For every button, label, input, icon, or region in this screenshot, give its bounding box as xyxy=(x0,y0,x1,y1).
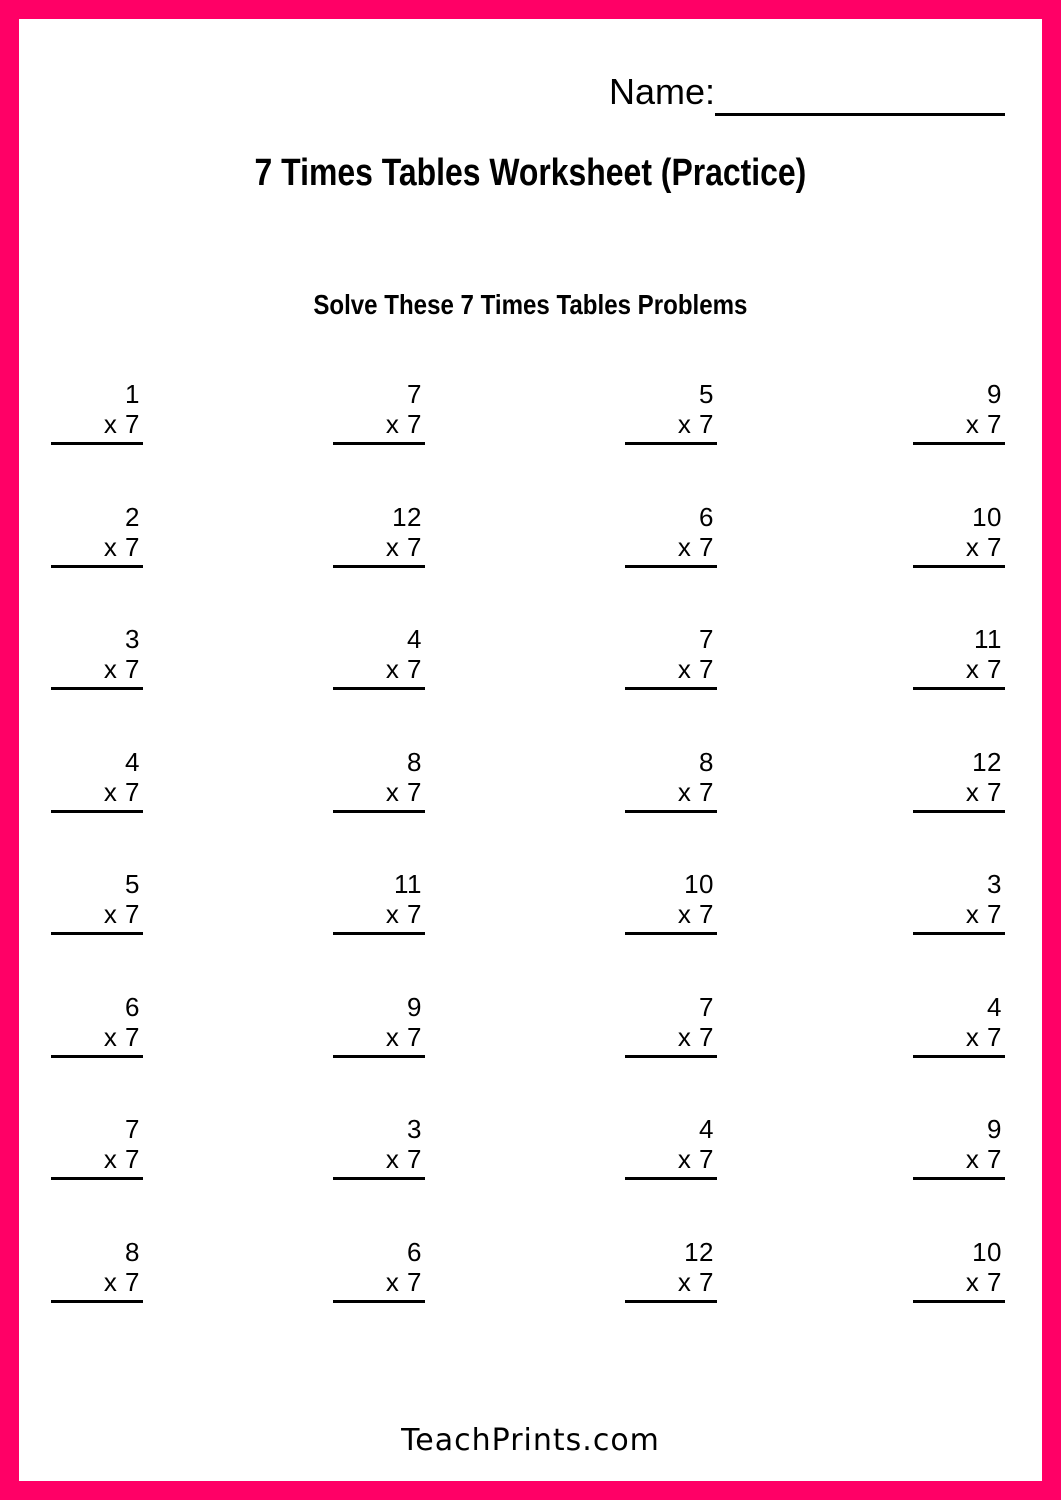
multiplier-label: x 7 xyxy=(385,776,422,807)
answer-line xyxy=(51,687,143,690)
answer-line xyxy=(625,565,717,568)
problem xyxy=(51,502,143,625)
problem xyxy=(51,1114,143,1237)
multiplicand: 7 xyxy=(407,379,422,409)
multiplicand: 9 xyxy=(407,991,422,1022)
multiplicand: 6 xyxy=(407,1236,422,1267)
multiplicand: 7 xyxy=(125,1114,140,1144)
problem xyxy=(333,502,425,625)
answer-line xyxy=(913,442,1005,445)
multiplier-label: x 7 xyxy=(103,1266,140,1297)
multiplicand: 5 xyxy=(699,379,714,409)
name-row xyxy=(0,72,1005,112)
multiplicand: 12 xyxy=(684,1236,714,1267)
problem xyxy=(51,992,143,1115)
multiplicand: 8 xyxy=(699,746,714,777)
multiplier-label: x 7 xyxy=(103,654,140,684)
answer-line xyxy=(333,1055,425,1058)
name-label: Name: xyxy=(608,71,715,112)
multiplier-label: x 7 xyxy=(965,531,1002,562)
multiplicand: 5 xyxy=(125,869,140,899)
multiplicand: 3 xyxy=(125,624,140,654)
answer-line xyxy=(51,565,143,568)
problem xyxy=(333,869,425,992)
page-title: 7 Times Tables Worksheet (Practice) xyxy=(254,152,807,194)
multiplier-label: x 7 xyxy=(385,409,422,439)
answer-line xyxy=(625,932,717,935)
multiplicand: 3 xyxy=(987,869,1002,899)
multiplier-label: x 7 xyxy=(103,531,140,562)
problem xyxy=(913,379,1005,502)
multiplier-label: x 7 xyxy=(965,1266,1002,1297)
multiplier-label: x 7 xyxy=(385,899,422,929)
problem xyxy=(333,379,425,502)
multiplier-label: x 7 xyxy=(965,899,1002,929)
multiplicand: 10 xyxy=(972,501,1002,532)
answer-line xyxy=(913,1300,1005,1303)
answer-line xyxy=(51,1300,143,1303)
answer-line xyxy=(51,810,143,813)
problem xyxy=(625,1114,717,1237)
problem xyxy=(625,747,717,870)
multiplier-label: x 7 xyxy=(385,654,422,684)
answer-line xyxy=(913,1177,1005,1180)
problem xyxy=(913,624,1005,747)
answer-line xyxy=(333,1300,425,1303)
multiplier-label: x 7 xyxy=(677,1266,714,1297)
problems-grid xyxy=(30,379,1005,1359)
multiplicand: 2 xyxy=(125,501,140,532)
problem xyxy=(625,992,717,1115)
problem xyxy=(51,1237,143,1360)
name-blank-line xyxy=(715,80,1005,116)
answer-line xyxy=(51,1055,143,1058)
multiplicand: 9 xyxy=(987,379,1002,409)
multiplicand: 4 xyxy=(987,991,1002,1022)
answer-line xyxy=(51,442,143,445)
multiplier-label: x 7 xyxy=(103,776,140,807)
answer-line xyxy=(333,810,425,813)
problem xyxy=(51,869,143,992)
problem xyxy=(333,747,425,870)
answer-line xyxy=(625,687,717,690)
multiplier-label: x 7 xyxy=(677,409,714,439)
multiplier-label: x 7 xyxy=(385,1021,422,1052)
problem xyxy=(625,502,717,625)
answer-line xyxy=(333,442,425,445)
multiplicand: 8 xyxy=(125,1236,140,1267)
multiplier-label: x 7 xyxy=(103,409,140,439)
multiplier-label: x 7 xyxy=(103,1144,140,1174)
problem xyxy=(51,747,143,870)
answer-line xyxy=(333,932,425,935)
problem xyxy=(625,869,717,992)
problem xyxy=(333,1114,425,1237)
multiplicand: 6 xyxy=(699,501,714,532)
answer-line xyxy=(625,810,717,813)
problem xyxy=(913,869,1005,992)
multiplicand: 11 xyxy=(974,624,1002,654)
multiplicand: 12 xyxy=(392,501,422,532)
multiplier-label: x 7 xyxy=(385,1266,422,1297)
multiplicand: 10 xyxy=(972,1236,1002,1267)
multiplier-label: x 7 xyxy=(677,776,714,807)
multiplier-label: x 7 xyxy=(965,1021,1002,1052)
problem xyxy=(913,1114,1005,1237)
multiplicand: 9 xyxy=(987,1114,1002,1144)
problem xyxy=(625,379,717,502)
multiplier-label: x 7 xyxy=(677,1021,714,1052)
multiplicand: 4 xyxy=(699,1114,714,1144)
answer-line xyxy=(625,1300,717,1303)
answer-line xyxy=(913,1055,1005,1058)
answer-line xyxy=(51,932,143,935)
problem xyxy=(333,624,425,747)
multiplier-label: x 7 xyxy=(385,531,422,562)
problem xyxy=(333,992,425,1115)
instructions: Solve These 7 Times Tables Problems xyxy=(313,289,748,320)
multiplier-label: x 7 xyxy=(965,1144,1002,1174)
multiplicand: 4 xyxy=(125,746,140,777)
multiplier-label: x 7 xyxy=(677,654,714,684)
multiplier-label: x 7 xyxy=(103,1021,140,1052)
multiplicand: 4 xyxy=(407,624,422,654)
answer-line xyxy=(913,687,1005,690)
answer-line xyxy=(625,1177,717,1180)
answer-line xyxy=(625,442,717,445)
multiplicand: 6 xyxy=(125,991,140,1022)
multiplicand: 8 xyxy=(407,746,422,777)
problem xyxy=(913,502,1005,625)
problem xyxy=(913,992,1005,1115)
answer-line xyxy=(913,810,1005,813)
multiplicand: 7 xyxy=(699,991,714,1022)
multiplier-label: x 7 xyxy=(385,1144,422,1174)
answer-line xyxy=(625,1055,717,1058)
footer-brand: TeachPrints.com xyxy=(401,1423,660,1458)
multiplier-label: x 7 xyxy=(965,409,1002,439)
problem xyxy=(913,747,1005,870)
problem xyxy=(51,624,143,747)
multiplier-label: x 7 xyxy=(965,654,1002,684)
multiplier-label: x 7 xyxy=(677,1144,714,1174)
answer-line xyxy=(333,687,425,690)
problem xyxy=(51,379,143,502)
multiplicand: 12 xyxy=(972,746,1002,777)
multiplier-label: x 7 xyxy=(965,776,1002,807)
answer-line xyxy=(333,565,425,568)
multiplicand: 3 xyxy=(407,1114,422,1144)
multiplier-label: x 7 xyxy=(677,899,714,929)
multiplicand: 11 xyxy=(394,869,422,899)
problem xyxy=(333,1237,425,1360)
multiplicand: 1 xyxy=(125,379,140,409)
problem xyxy=(625,1237,717,1360)
answer-line xyxy=(51,1177,143,1180)
problem xyxy=(913,1237,1005,1360)
multiplier-label: x 7 xyxy=(677,531,714,562)
problem xyxy=(625,624,717,747)
multiplicand: 7 xyxy=(699,624,714,654)
answer-line xyxy=(913,932,1005,935)
multiplier-label: x 7 xyxy=(103,899,140,929)
multiplicand: 10 xyxy=(684,869,714,899)
answer-line xyxy=(333,1177,425,1180)
answer-line xyxy=(913,565,1005,568)
